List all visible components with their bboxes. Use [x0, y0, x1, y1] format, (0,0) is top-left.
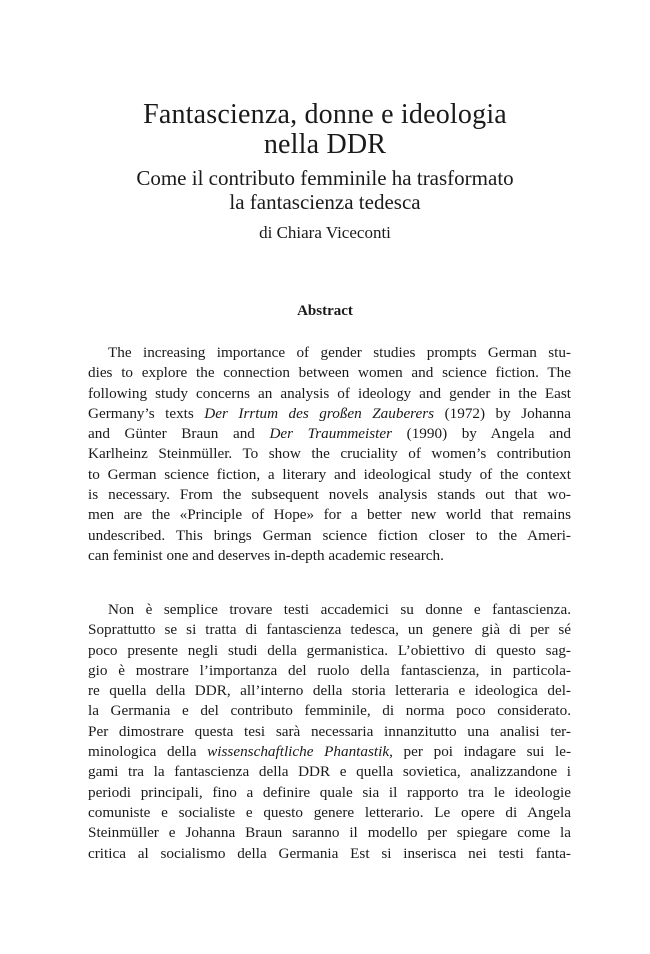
article-subtitle-line-1: Come il contributo femminile ha trasformato — [136, 166, 514, 190]
abstract-line: is necessary. From the subsequent novels analysis stands out that wo- — [88, 486, 571, 504]
abstract-line: to German science fiction, a literary and ideological study of the context — [88, 465, 571, 483]
body-line: la Germania e del contributo femminile, di norma poco considerato. — [88, 702, 571, 720]
article-header — [0, 100, 650, 244]
body-line: Steinmüller e Johanna Braun saranno il modello per spiegare come la — [88, 824, 571, 842]
body-line: comuniste e socialiste e questo genere letterario. Le opere di Angela — [88, 803, 571, 821]
body-line: re quella della DDR, all’interno della storia letteraria e ideologica del- — [88, 682, 571, 700]
body-line: poco presente negli studi della germanistica. L’obiettivo di questo sag- — [88, 641, 571, 659]
body-line: Soprattutto se si tratta di fantascienza tedesca, un genere già di per sé — [88, 621, 571, 639]
article-subtitle-line-2: la fantascienza tedesca — [229, 190, 421, 214]
abstract-line — [88, 404, 571, 424]
abstract-paragraph — [88, 343, 571, 566]
book-title-traummeister: Der Traummeister — [269, 425, 393, 443]
article-title-line-1: Fantascienza, donne e ideologia — [143, 99, 507, 130]
body-line: critica al socialismo della Germania Est si inserisca nei testi fanta- — [88, 844, 571, 862]
abstract-line: can feminist one and deserves in-depth academic research. — [88, 546, 444, 564]
abstract-text: and Günter Braun and — [88, 425, 270, 443]
body-paragraph — [88, 600, 571, 864]
body-line: gio è mostrare l’importanza del ruolo della fantascienza, in particola- — [88, 661, 571, 679]
book-title-irrtum: Der Irrtum des großen Zauberers — [204, 404, 435, 422]
body-line: Per dimostrare questa tesi sarà necessaria innanzitutto una analisi ter- — [88, 722, 571, 740]
body-line: Non è semplice trovare testi accademici su donne e fantascienza. — [108, 601, 571, 618]
abstract-heading: Abstract — [297, 303, 353, 319]
body-line — [88, 742, 571, 762]
abstract-line: undescribed. This brings German science fiction closer to the Ameri- — [88, 526, 571, 544]
body-line: periodi principali, fino a definire quale sia il rapporto tra le ideologie — [88, 783, 571, 801]
body-text: minologica della — [88, 743, 208, 761]
abstract-text: Germany’s texts — [88, 404, 205, 422]
body-line: gami tra la fantascienza della DDR e quella sovietica, analizzandone i — [88, 763, 571, 781]
abstract-line: The increasing importance of gender studies prompts German stu- — [108, 344, 571, 361]
abstract-text: (1972) by Johanna — [434, 404, 571, 422]
abstract-line — [88, 424, 571, 444]
abstract-line: following study concerns an analysis of ideology and gender in the East — [88, 384, 571, 402]
abstract-text: (1990) by Angela and — [392, 425, 571, 443]
article-author: di Chiara Viceconti — [259, 223, 391, 242]
abstract-line: men are the «Principle of Hope» for a better new world that remains — [88, 506, 571, 524]
abstract-line: Karlheinz Steinmüller. To show the cruciality of women’s contribution — [88, 445, 571, 463]
article-title-line-2: nella DDR — [263, 129, 387, 160]
abstract-line: dies to explore the connection between women and science fiction. The — [88, 364, 571, 382]
term-wissenschaftliche-phantastik: wissenschaftliche Phantastik — [207, 743, 390, 761]
body-text: , per poi indagare sui le- — [389, 743, 572, 761]
